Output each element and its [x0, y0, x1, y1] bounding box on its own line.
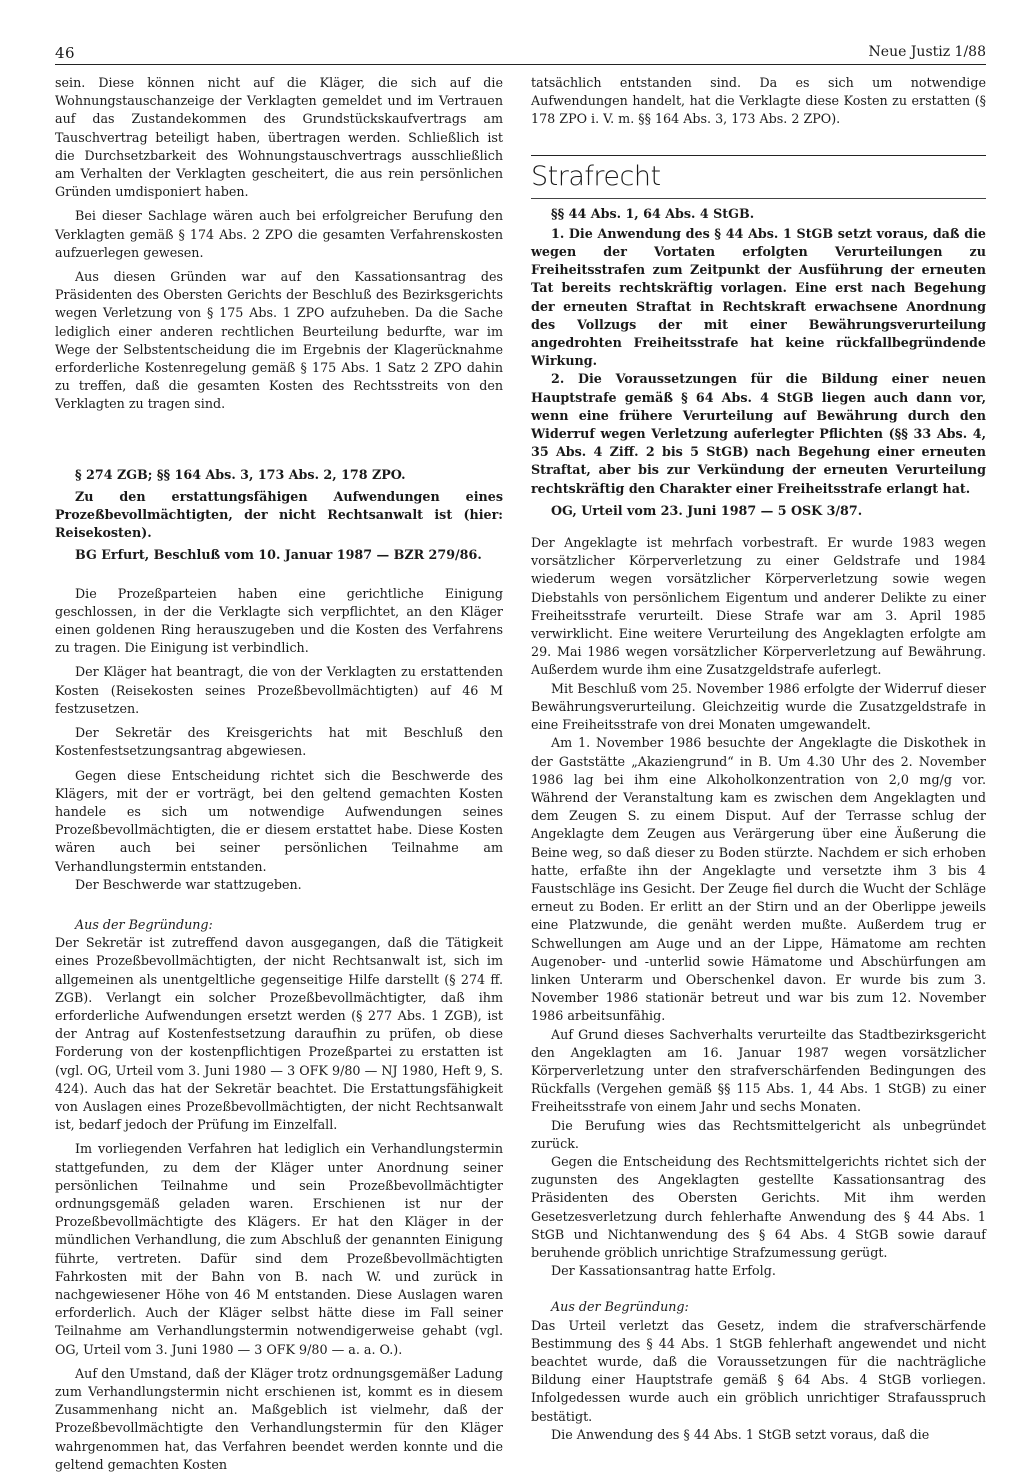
paragraph: Bei dieser Sachlage wären auch bei erfolgreicher Berufung den Verklagten gemäß § 174 Abs. 2 ZPO die gesamten Verfahrenskosten aufzuerlegen gewesen. — [55, 208, 503, 260]
journal-issue: Neue Justiz 1/88 — [868, 44, 986, 60]
case-statute-reference: §§ 44 Abs. 1, 64 Abs. 4 StGB. — [551, 205, 755, 221]
paragraph: Der Sekretär des Kreisgerichts hat mit Beschluß den Kostenfestsetzungsantrag abgewiesen. — [55, 725, 503, 759]
case-court-citation: BG Erfurt, Beschluß vom 10. Januar 1987 — BZR 279/86. — [75, 547, 482, 563]
paragraph: Die Berufung wies das Rechtsmittelgericht als unbegründet zurück. — [531, 1117, 986, 1151]
case-statute-reference: § 274 ZGB; §§ 164 Abs. 3, 173 Abs. 2, 178 ZPO. — [75, 466, 406, 482]
page-number: 46 — [55, 44, 76, 62]
paragraph: tatsächlich entstanden sind. Da es sich um notwendige Aufwendungen handelt, hat die Verklagte diese Kosten zu erstatten (§ 178 ZPO i. V. m. §§ 164 Abs. 3, 173 Abs. 2 ZPO). — [531, 75, 986, 127]
left-column — [55, 74, 503, 1474]
paragraph: Der Angeklagte ist mehrfach vorbestraft. Er wurde 1983 wegen vorsätzlicher Körperverletzung zu einer Geldstrafe und 1984 wiederum wegen vorsätzlicher Körperverletzung sowie wegen Diebstahls von persönlichem Eigentum und anderer Delikte zu einer Freiheitsstrafe verurteilt. Diese Strafe war am 3. April 1985 verwirklicht. Eine weitere Verurteilung des Angeklagten erfolgte am 29. Mai 1986 wegen vorsätzlicher Körperverletzung auf Bewährung. Außerdem wurde ihm eine Zusatzgeldstrafe auferlegt. — [531, 535, 986, 678]
paragraph: Gegen die Entscheidung des Rechtsmittelgerichts richtet sich der zugunsten des Angeklagten gestellte Kassationsantrag des Präsidenten des Obersten Gerichts. Mit ihm werden Gesetzesverletzung durch fehlerhafte Anwendung des § 44 Abs. 1 StGB und Nichtanwendung des § 64 Abs. 4 StGB sowie darauf beruhende gröblich unrichtige Strafzumessung gerügt. — [531, 1153, 986, 1260]
case-guiding-principle-1: 1. Die Anwendung des § 44 Abs. 1 StGB setzt voraus, daß die wegen der Vortaten erfolgten Verurteilungen zu Freiheitsstrafen zum Zeitpunkt der Ausführung der erneuten Tat bereits rechtskräftig vorlagen. Eine erst nach Begehung der erneuten Straftat in Rechtskraft erwachsene Anordnung des Vollzugs der mit einer Bewährungsverurteilung angedrohten Freiheitsstrafe hat keine rückfallbegründende Wirkung. — [531, 225, 986, 369]
section-title: Strafrecht — [531, 160, 661, 192]
paragraph: Mit Beschluß vom 25. November 1986 erfolgte der Widerruf dieser Bewährungsverurteilung. Gleichzeitig wurde die Zusatzgeldstrafe in eine Freiheitsstrafe von drei Monaten umgewandelt. — [531, 680, 986, 733]
case-headnote: Zu den erstattungsfähigen Aufwendungen eines Prozeßbevollmächtigten, der nicht Rechtsanwalt ist (hier: Reisekosten). — [55, 488, 503, 541]
section-underline — [531, 198, 986, 199]
right-column — [531, 74, 986, 1444]
case-court-citation: OG, Urteil vom 23. Juni 1987 — 5 OSK 3/87. — [551, 502, 863, 518]
header-rule — [55, 64, 986, 65]
section-rule — [531, 155, 986, 156]
paragraph: Der Beschwerde war stattzugeben. — [75, 876, 302, 892]
case-guiding-principle-2: 2. Die Voraussetzungen für die Bildung einer neuen Hauptstrafe gemäß § 64 Abs. 4 StGB liegen auch dann vor, wenn eine frühere Verurteilung auf Bewährung durch den Widerruf wegen Verletzung auferlegter Pflichten (§§ 33 Abs. 4, 35 Abs. 4 Ziff. 2 bis 5 StGB) nach Begehung einer erneuten Straftat, aber bis zur Verkündung der erneuten Verurteilung rechtskräftig den Charakter einer Freiheitsstrafe erlangt hat. — [531, 371, 986, 496]
reasons-heading: Aus der Begründung: — [75, 916, 213, 932]
paragraph: Das Urteil verletzt das Gesetz, indem die strafverschärfende Bestimmung des § 44 Abs. 1 StGB fehlerhaft angewendet und nicht beachtet wurde, daß die Voraussetzungen für die nachträgliche Bildung einer Hauptstrafe gemäß § 64 Abs. 4 StGB vorliegen. Infolgedessen wurde auch ein gröblich unrichtiger Strafausspruch bestätigt. — [531, 1317, 986, 1424]
paragraph: Der Sekretär ist zutreffend davon ausgegangen, daß die Tätigkeit eines Prozeßbevollmächtigten, der nicht Rechtsanwalt ist, sich im allgemeinen als unentgeltliche gegenseitige Hilfe darstellt (§ 274 ff. ZGB). Verlangt ein solcher Prozeßbevollmächtigter, daß ihm erforderliche Aufwendungen ersetzt werden (§ 277 Abs. 1 ZGB), ist der Antrag auf Kostenfestsetzung daraufhin zu prüfen, ob diese Forderung von der kostenpflichtigen Prozeßpartei zu erstatten ist (vgl. OG, Urteil vom 3. Juni 1980 — 3 OFK 9/80 — NJ 1980, Heft 9, S. 424). Auch das hat der Sekretär beachtet. Die Erstattungsfähigkeit von Auslagen eines Prozeßbevollmächtigten, der nicht Rechtsanwalt ist, bedarf jedoch der Prüfung im Einzelfall. — [55, 935, 503, 1133]
paragraph: Gegen diese Entscheidung richtet sich die Beschwerde des Klägers, mit der er vorträgt, bei den geltend gemachten Kosten handele es sich um notwendige Aufwendungen seines Prozeßbevollmächtigten, die er diesem erstattet habe. Diese Kosten wären auch bei seiner persönlichen Teilnahme am Verhandlungstermin entstanden. — [55, 767, 503, 874]
paragraph: Die Prozeßparteien haben eine gerichtliche Einigung geschlossen, in der die Verklagte sich verpflichtet, an den Kläger einen goldenen Ring herauszugeben und die Kosten des Verfahrens zu tragen. Die Einigung ist verbindlich. — [55, 585, 503, 656]
paragraph: Im vorliegenden Verfahren hat lediglich ein Verhandlungstermin stattgefunden, zu dem der Kläger unter Anordnung seiner persönlichen Teilnahme und sein Prozeßbevollmächtigter ordnungsgemäß geladen waren. Erschienen ist nur der Prozeßbevollmächtigte des Klägers. Er hat den Kläger in der mündlichen Verhandlung, die zum Abschluß der genannten Einigung führte, vertreten. Dafür sind dem Prozeßbevollmächtigten Fahrkosten mit der Bahn von B. nach W. und zurück in nachgewiesener Höhe von 46 M entstanden. Diese Auslagen waren erforderlich. Auch der Kläger selbst hätte diese im Fall seiner Teilnahme am Verhandlungstermin notwendigerweise gehabt (vgl. OG, Urteil vom 3. Juni 1980 — 3 OFK 9/80 — a. a. O.). — [55, 1141, 503, 1357]
paragraph: Der Kassationsantrag hatte Erfolg. — [551, 1263, 776, 1279]
reasons-heading: Aus der Begründung: — [551, 1299, 689, 1315]
paragraph: Aus diesen Gründen war auf den Kassationsantrag des Präsidenten des Obersten Gerichts der Beschluß des Bezirksgerichts wegen Verletzung von § 175 Abs. 1 ZPO aufzuheben. Da die Sache lediglich einer anderen rechtlichen Beurteilung bedurfte, war im Wege der Selbstentscheidung die im Ergebnis der Klagerücknahme erforderliche Kostenregelung gemäß § 175 Abs. 1 Satz 2 ZPO dahin zu treffen, daß die gesamten Kosten des Rechtsstreits von den Verklagten zu tragen sind. — [55, 269, 503, 412]
paragraph: sein. Diese können nicht auf die Kläger, die sich auf die Wohnungstauschanzeige der Verklagten gemeldet und im Vertrauen auf das Zustandekommen des Grundstückskaufvertrags am Tauschvertrag beteiligt haben, übertragen werden. Schließlich ist die Durchsetzbarkeit des Wohnungstauschvertrags ausschließlich am Verhalten der Verklagten gescheitert, die aus rein persönlichen Gründen umdisponiert haben. — [55, 75, 503, 200]
paragraph: Am 1. November 1986 besuchte der Angeklagte die Diskothek in der Gaststätte „Akaziengrund“ in B. Um 4.30 Uhr des 2. November 1986 lag bei ihm eine Alkoholkonzentration von 2,0 mg/g vor. Während der Veranstaltung kam es zwischen dem Angeklagten und dem Zeugen S. zu einem Disput. Auf der Terrasse schlug der Angeklagte dem Zeugen aus Verärgerung über eine Äußerung die Beine weg, so daß dieser zu Boden stürzte. Nachdem er sich erhoben hatte, erfaßte ihn der Angeklagte und versetzte ihm 3 bis 4 Faustschläge ins Gesicht. Der Zeuge fiel durch die Wucht der Schläge erneut zu Boden. Er erlitt an der Stirn und an der Oberlippe jeweils eine Platzwunde, die genäht werden mußte. Außerdem trug er Schwellungen am Auge und an der Lippe, Hämatome am rechten Augenober- und -unterlid sowie Hämatome und Abschürfungen am linken Unterarm und Oberschenkel davon. Er wurde bis zum 3. November 1986 stationär betreut und war bis zum 12. November 1986 arbeitsunfähig. — [531, 735, 986, 1024]
paragraph: Die Anwendung des § 44 Abs. 1 StGB setzt voraus, daß die — [551, 1426, 930, 1442]
paragraph: Auf den Umstand, daß der Kläger trotz ordnungsgemäßer Ladung zum Verhandlungstermin nicht erschienen ist, kommt es in diesem Zusammenhang nicht an. Maßgeblich ist vielmehr, daß der Prozeßbevollmächtigte den Verhandlungstermin für den Kläger wahrgenommen hat, das Verfahren beendet werden konnte und die geltend gemachten Kosten — [55, 1365, 503, 1472]
paragraph: Der Kläger hat beantragt, die von der Verklagten zu erstattenden Kosten (Reisekosten seines Prozeßbevollmächtigten) auf 46 M festzusetzen. — [55, 664, 503, 716]
paragraph: Auf Grund dieses Sachverhalts verurteilte das Stadtbezirksgericht den Angeklagten am 16. Januar 1987 wegen vorsätzlicher Körperverletzung unter den strafverschärfenden Bedingungen des Rückfalls (Vergehen gemäß §§ 115 Abs. 1, 44 Abs. 1 StGB) zu einer Freiheitsstrafe von einem Jahr und sechs Monaten. — [531, 1026, 986, 1115]
